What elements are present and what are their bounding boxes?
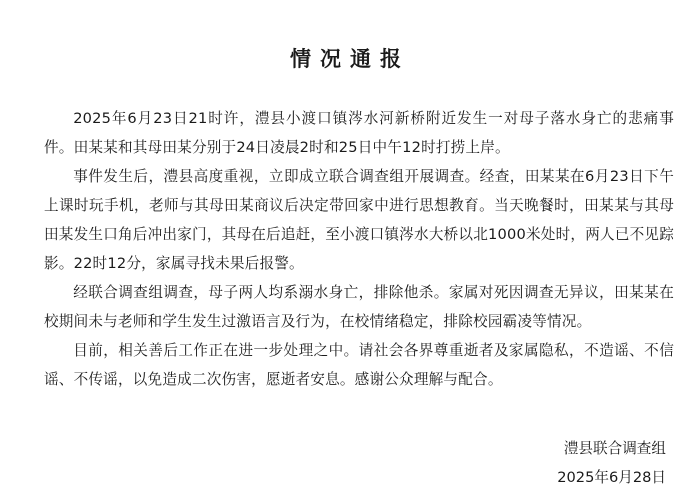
issue-date: 2025年6月28日 xyxy=(557,469,666,486)
paragraph-investigation: 事件发生后，澧县高度重视，立即成立联合调查组开展调查。经查，田某某在6月23日下午上课时玩手机，老师与其母田某商议后决定带回家中进行思想教育。当天晚餐时，田某某与其母田某发生口角后冲出家门，其母在后追赶，至小渡口镇涔水大桥以北1000米处时，两人已不见踪影。22时12分，家属寻找未果后报警。 xyxy=(44,168,674,272)
paragraph-incident: 2025年6月23日21时许，澧县小渡口镇涔水河新桥附近发生一对母子落水身亡的悲痛事件。田某某和其母田某分别于24日凌晨2时和25日中午12时打捞上岸。 xyxy=(44,110,674,156)
paragraph-findings: 经联合调查组调查，母子两人均系溺水身亡，排除他杀。家属对死因调查无异议，田某某在校期间未与老师和学生发生过激语言及行为，在校情绪稳定，排除校园霸凌等情况。 xyxy=(44,284,674,330)
notice-title: 情况通报 xyxy=(290,47,410,71)
paragraph-appeal: 目前，相关善后工作正在进一步处理之中。请社会各界尊重逝者及家属隐私，不造谣、不信谣、不传谣，以免造成二次伤害，愿逝者安息。感谢公众理解与配合。 xyxy=(44,342,674,388)
issuer-name: 澧县联合调查组 xyxy=(563,440,666,457)
notice-body xyxy=(44,104,674,394)
signature-block xyxy=(557,434,666,492)
